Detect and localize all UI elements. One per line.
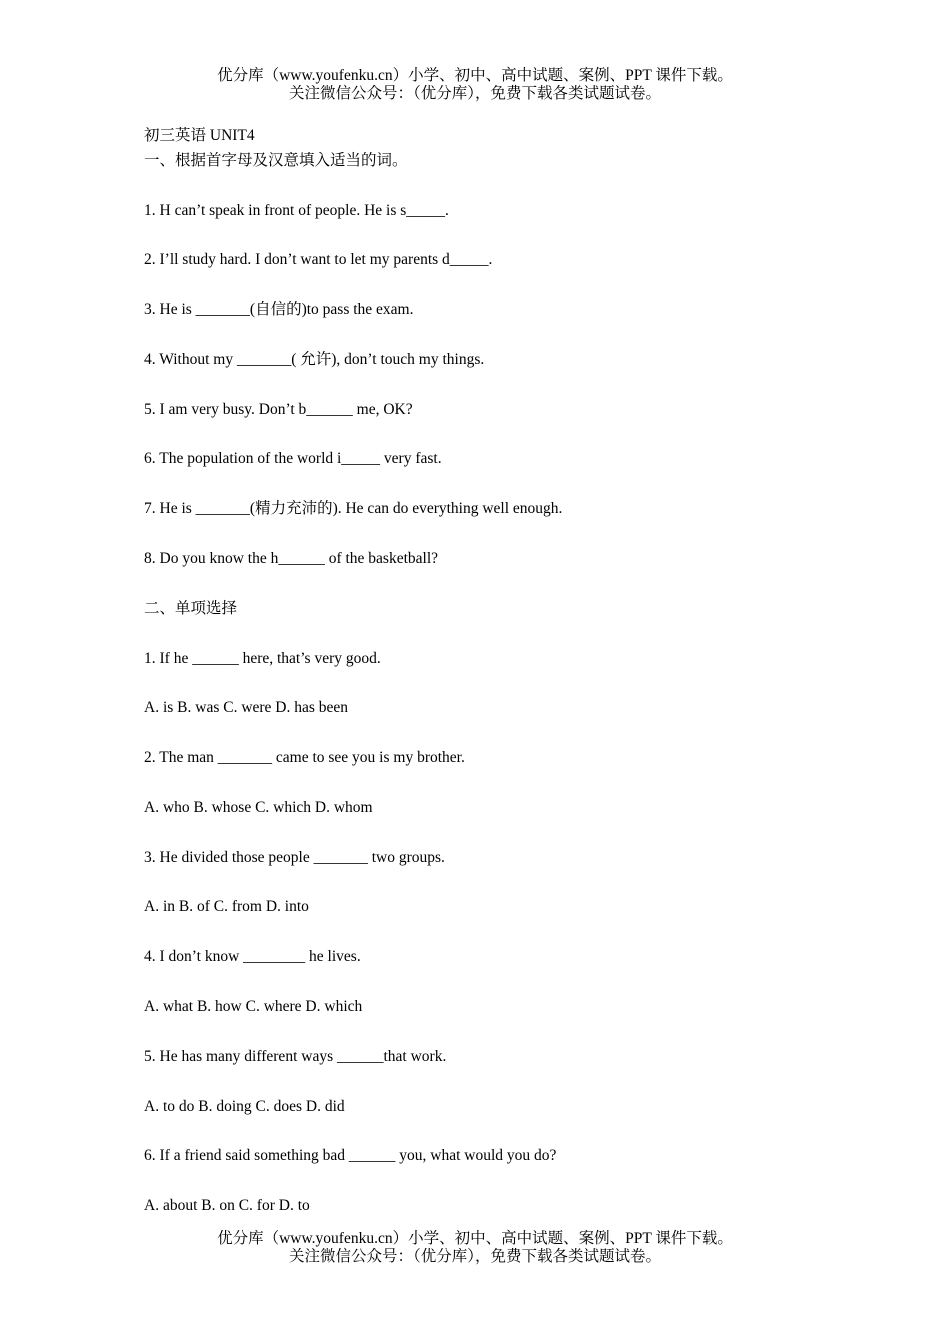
choice-question: 2. The man _______ came to see you is my brother. — [144, 749, 465, 767]
choice-question: 3. He divided those people _______ two groups. — [144, 848, 445, 866]
fill-in-question: 5. I am very busy. Don’t b______ me, OK? — [144, 400, 413, 418]
page-footer — [0, 1230, 950, 1266]
worksheet-body — [144, 124, 924, 1244]
header-line-1: 优分库（www.youfenku.cn）小学、初中、高中试题、案例、PPT 课件下载。 — [217, 67, 733, 84]
header-line-2: 关注微信公众号：（优分库），免费下载各类试题试卷。 — [288, 85, 661, 102]
choice-question: 6. If a friend said something bad ______ you, what would you do? — [144, 1147, 557, 1165]
fill-in-question: 4. Without my _______( 允许), don’t touch my things. — [144, 350, 485, 368]
fill-in-question: 8. Do you know the h______ of the basketball? — [144, 549, 439, 567]
choice-options: A. who B. whose C. which D. whom — [144, 798, 373, 816]
section-2-heading: 二、单项选择 — [144, 599, 238, 617]
fill-in-question: 3. He is _______(自信的)to pass the exam. — [144, 301, 414, 319]
fill-in-question: 7. He is _______(精力充沛的). He can do everything well enough. — [144, 500, 563, 518]
choice-question: 4. I don’t know ________ he lives. — [144, 948, 361, 966]
choice-options: A. what B. how C. where D. which — [144, 998, 363, 1016]
footer-line-2: 关注微信公众号：（优分库），免费下载各类试题试卷。 — [288, 1248, 661, 1265]
choice-options: A. about B. on C. for D. to — [144, 1197, 310, 1215]
choice-options: A. to do B. doing C. does D. did — [144, 1097, 345, 1115]
fill-in-question: 6. The population of the world i_____ very fast. — [144, 450, 442, 468]
choice-question: 5. He has many different ways ______that work. — [144, 1047, 447, 1065]
choice-options: A. in B. of C. from D. into — [144, 898, 309, 916]
choice-question: 1. If he ______ here, that’s very good. — [144, 649, 381, 667]
fill-in-question: 2. I’ll study hard. I don’t want to let my parents d_____. — [144, 251, 493, 269]
fill-in-question: 1. H can’t speak in front of people. He is s_____. — [144, 201, 449, 219]
footer-line-1: 优分库（www.youfenku.cn）小学、初中、高中试题、案例、PPT 课件下载。 — [217, 1230, 733, 1247]
page-header — [0, 67, 950, 103]
choice-options: A. is B. was C. were D. has been — [144, 699, 349, 717]
section-1-heading: 一、根据首字母及汉意填入适当的词。 — [144, 151, 408, 169]
worksheet-title: 初三英语 UNIT4 — [144, 126, 255, 144]
